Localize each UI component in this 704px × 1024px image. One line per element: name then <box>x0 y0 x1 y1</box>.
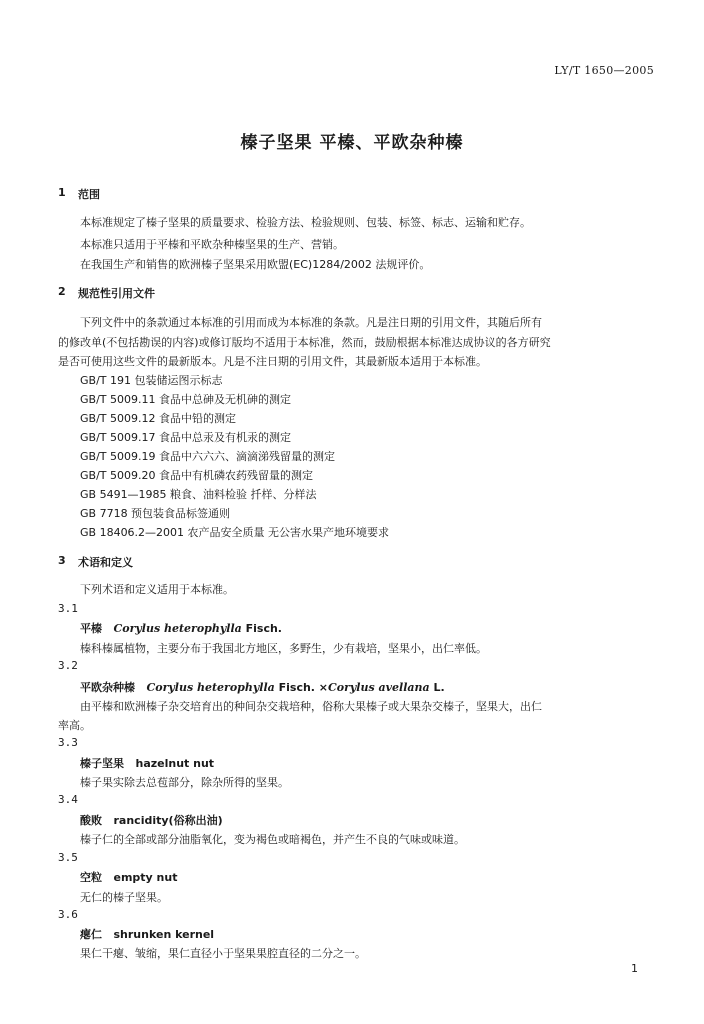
term-heading <box>80 679 445 695</box>
term-latin-name: Corylus heterophylla <box>113 622 242 635</box>
term-chinese: 瘪仁 <box>80 928 102 941</box>
reference-item: GB 18406.2—2001 农产品安全质量 无公害水果产地环境要求 <box>80 526 390 539</box>
section-2-para-line-2: 的修改单(不包括勘误的内容)或修订版均不适用于本标准，然而，鼓励根据本标准达成协议的各方研究 <box>58 336 551 349</box>
page-number: 1 <box>631 962 638 975</box>
term-definition-line-1: 由平榛和欧洲榛子杂交培育出的种间杂交栽培种，俗称大果榛子或大果杂交榛子，坚果大，出仁 <box>80 700 542 713</box>
section-2-para-line-3: 是否可使用这些文件的最新版本。凡是不注日期的引用文件，其最新版本适用于本标准。 <box>58 355 487 368</box>
term-latin-name-2: Corylus avellana <box>328 681 430 694</box>
term-chinese: 酸败 <box>80 814 102 827</box>
term-definition: 果仁干瘪、皱缩，果仁直径小于坚果果腔直径的二分之一。 <box>80 947 366 960</box>
term-definition: 榛科榛属植物，主要分布于我国北方地区，多野生，少有栽培，坚果小，出仁率低。 <box>80 642 487 655</box>
term-latin-author: Fisch. <box>245 622 282 635</box>
section-1-number: 1 <box>58 186 66 199</box>
term-definition: 榛子果实除去总苞部分，除杂所得的坚果。 <box>80 776 289 789</box>
reference-item: GB/T 5009.12 食品中铅的测定 <box>80 412 236 425</box>
term-chinese: 平榛 <box>80 622 102 635</box>
section-1-para-3: 在我国生产和销售的欧洲榛子坚果采用欧盟(EC)1284/2002 法规评价。 <box>80 258 431 271</box>
section-2-number: 2 <box>58 285 66 298</box>
reference-item: GB 7718 预包装食品标签通则 <box>80 507 231 520</box>
term-english: empty nut <box>113 871 178 884</box>
term-number: 3.1 <box>58 602 78 615</box>
term-english: hazelnut nut <box>135 757 215 770</box>
term-number: 3.2 <box>58 659 78 672</box>
term-heading <box>80 926 214 942</box>
term-number: 3.5 <box>58 851 78 864</box>
term-heading <box>80 755 214 771</box>
term-latin-name: Corylus heterophylla <box>146 681 275 694</box>
term-heading <box>80 812 223 828</box>
term-chinese: 空粒 <box>80 871 102 884</box>
section-1-para-1: 本标准规定了榛子坚果的质量要求、检验方法、检验规则、包装、标签、标志、运输和贮存。 <box>80 216 531 229</box>
term-chinese: 平欧杂种榛 <box>80 681 135 694</box>
term-definition: 无仁的榛子坚果。 <box>80 891 168 904</box>
reference-item: GB/T 5009.17 食品中总汞及有机汞的测定 <box>80 431 291 444</box>
section-1-para-2: 本标准只适用于平榛和平欧杂种榛坚果的生产、营销。 <box>80 238 344 251</box>
term-definition-line-2: 率高。 <box>58 719 91 732</box>
term-number: 3.3 <box>58 736 78 749</box>
term-english: rancidity(俗称出油) <box>113 814 223 827</box>
section-3-intro: 下列术语和定义适用于本标准。 <box>80 583 234 596</box>
document-title: 榛子坚果 平榛、平欧杂种榛 <box>240 133 464 153</box>
term-latin-author: Fisch. × <box>278 681 329 694</box>
term-chinese: 榛子坚果 <box>80 757 124 770</box>
reference-item: GB/T 5009.11 食品中总砷及无机砷的测定 <box>80 393 291 406</box>
term-number: 3.6 <box>58 908 78 921</box>
section-3-number: 3 <box>58 554 66 567</box>
section-2-para-line-1: 下列文件中的条款通过本标准的引用而成为本标准的条款。凡是注日期的引用文件，其随后所有 <box>80 316 542 329</box>
section-2-heading: 规范性引用文件 <box>78 287 155 300</box>
term-number: 3.4 <box>58 793 78 806</box>
reference-item: GB/T 5009.19 食品中六六六、滴滴涕残留量的测定 <box>80 450 335 463</box>
standard-number: LY/T 1650—2005 <box>554 64 654 77</box>
reference-item: GB/T 5009.20 食品中有机磷农药残留量的测定 <box>80 469 313 482</box>
term-latin-author-2: L. <box>433 681 445 694</box>
term-heading <box>80 620 282 636</box>
reference-item: GB 5491—1985 粮食、油料检验 扦样、分样法 <box>80 488 317 501</box>
section-1-heading: 范围 <box>78 188 100 201</box>
term-definition: 榛子仁的全部或部分油脂氧化，变为褐色或暗褐色，并产生不良的气味或味道。 <box>80 833 465 846</box>
section-3-heading: 术语和定义 <box>78 556 133 569</box>
term-heading <box>80 869 177 885</box>
reference-item: GB/T 191 包装储运图示标志 <box>80 374 223 387</box>
term-english: shrunken kernel <box>113 928 215 941</box>
